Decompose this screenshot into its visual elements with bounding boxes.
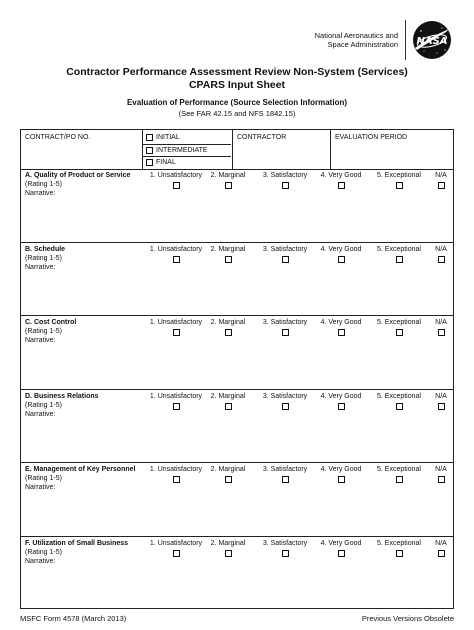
rating-checkbox[interactable] (438, 182, 445, 189)
rating-label: 5. Exceptional (377, 539, 421, 547)
evaluation-period-field[interactable] (331, 130, 453, 169)
rating-label: 3. Satisfactory (262, 319, 308, 326)
final-label: FINAL (156, 159, 176, 166)
rating-checkbox[interactable] (173, 329, 180, 336)
rating-checkbox[interactable] (438, 403, 445, 410)
rating-label: 2. Marginal (210, 245, 246, 253)
obsolete-note: Previous Versions Obsolete (361, 614, 454, 623)
rating-label: 5. Exceptional (377, 319, 421, 326)
rating-label: N/A (435, 392, 447, 400)
rating-label: 4. Very Good (320, 392, 362, 400)
rating-label: 1. Unsatisfactory (149, 392, 203, 400)
rating-label: 5. Exceptional (377, 392, 421, 400)
narrative-label: Narrative: (25, 337, 56, 344)
rating-option (406, 393, 474, 410)
rating-checkbox[interactable] (282, 329, 289, 336)
rating-checkbox[interactable] (396, 329, 403, 336)
rating-section (21, 390, 453, 464)
rating-checkbox[interactable] (438, 256, 445, 263)
rating-checkbox[interactable] (338, 403, 345, 410)
narrative-label: Narrative: (25, 484, 56, 491)
rating-label: 2. Marginal (210, 466, 246, 473)
narrative-label: Narrative: (25, 410, 56, 418)
contract-number-field[interactable] (21, 130, 143, 169)
rating-checkbox[interactable] (396, 403, 403, 410)
rating-option (406, 540, 474, 557)
section-title: E. Management of Key Personnel (25, 466, 136, 473)
rating-checkbox[interactable] (173, 256, 180, 263)
rating-label: 3. Satisfactory (262, 172, 308, 179)
rating-section (21, 537, 453, 611)
evaluation-type-group (143, 130, 233, 169)
evaluation-heading: Evaluation of Performance (Source Selection Information) (126, 98, 348, 107)
rating-section (21, 316, 453, 390)
rating-checkbox[interactable] (225, 182, 232, 189)
agency-name-line1: National Aeronautics and (314, 31, 398, 40)
option-intermediate[interactable] (143, 144, 231, 156)
rating-checkbox[interactable] (225, 329, 232, 336)
rating-label: 2. Marginal (210, 172, 246, 179)
section-title: B. Schedule (25, 245, 66, 253)
rating-checkbox[interactable] (338, 182, 345, 189)
rating-label: 2. Marginal (210, 539, 246, 547)
rating-section (21, 169, 453, 243)
section-title: C. Cost Control (25, 319, 77, 326)
narrative-label: Narrative: (25, 557, 56, 565)
section-title: F. Utilization of Small Business (25, 539, 129, 547)
evaluation-form (20, 129, 454, 609)
nasa-logo (412, 20, 452, 60)
rating-checkbox[interactable] (173, 476, 180, 483)
contractor-field[interactable] (233, 130, 331, 169)
rating-checkbox[interactable] (282, 403, 289, 410)
narrative-label: Narrative: (25, 190, 56, 197)
rating-label: 4. Very Good (320, 319, 362, 326)
rating-label: 4. Very Good (320, 172, 362, 179)
rating-checkbox[interactable] (438, 329, 445, 336)
rating-checkbox[interactable] (396, 476, 403, 483)
rating-label: 3. Satisfactory (262, 392, 308, 400)
section-title: D. Business Relations (25, 392, 99, 400)
header-divider (405, 20, 406, 60)
rating-label: 4. Very Good (320, 539, 362, 547)
rating-checkbox[interactable] (282, 550, 289, 557)
rating-range-note: (Rating 1-5) (25, 328, 62, 335)
narrative-label: Narrative: (25, 263, 56, 271)
rating-range-note: (Rating 1-5) (25, 254, 62, 262)
rating-checkbox[interactable] (438, 476, 445, 483)
contract-number-label: CONTRACT/PO NO. (25, 134, 91, 141)
rating-range-note: (Rating 1-5) (25, 475, 62, 482)
initial-checkbox[interactable] (146, 134, 153, 141)
intermediate-checkbox[interactable] (146, 147, 153, 154)
rating-checkbox[interactable] (173, 403, 180, 410)
rating-checkbox[interactable] (396, 256, 403, 263)
rating-label: 2. Marginal (210, 392, 246, 400)
rating-range-note: (Rating 1-5) (25, 401, 62, 409)
agency-name (315, 31, 398, 49)
rating-range-note: (Rating 1-5) (25, 181, 62, 188)
rating-checkbox[interactable] (396, 550, 403, 557)
rating-label: 3. Satisfactory (262, 539, 308, 547)
rating-section (21, 463, 453, 537)
form-title: Contractor Performance Assessment Review Non-System (Services) (66, 66, 408, 78)
rating-checkbox[interactable] (338, 476, 345, 483)
rating-checkbox[interactable] (173, 550, 180, 557)
rating-label: 1. Unsatisfactory (149, 466, 203, 473)
rating-checkbox[interactable] (225, 550, 232, 557)
rating-range-note: (Rating 1-5) (25, 548, 62, 556)
rating-checkbox[interactable] (338, 329, 345, 336)
rating-section (21, 243, 453, 317)
rating-label: 1. Unsatisfactory (149, 245, 203, 253)
rating-label: N/A (435, 466, 447, 473)
form-number: MSFC Form 4578 (March 2013) (20, 614, 127, 623)
rating-label: N/A (435, 172, 447, 179)
final-checkbox[interactable] (146, 159, 153, 166)
rating-option (406, 172, 474, 189)
rating-label: N/A (435, 539, 447, 547)
rating-label: 4. Very Good (320, 466, 362, 473)
rating-label: 3. Satisfactory (262, 245, 308, 253)
rating-checkbox[interactable] (225, 256, 232, 263)
contractor-label: CONTRACTOR (237, 134, 287, 141)
rating-label: 1. Unsatisfactory (149, 319, 203, 326)
rating-checkbox[interactable] (396, 182, 403, 189)
option-initial[interactable] (146, 132, 180, 143)
rating-checkbox[interactable] (438, 550, 445, 557)
rating-label: 4. Very Good (320, 245, 362, 253)
rating-checkbox[interactable] (173, 182, 180, 189)
rating-checkbox[interactable] (225, 403, 232, 410)
rating-option (406, 466, 474, 483)
rating-label: N/A (435, 319, 447, 326)
initial-label: INITIAL (156, 134, 180, 141)
intermediate-label: INTERMEDIATE (156, 147, 208, 154)
rating-label: 3. Satisfactory (262, 466, 308, 473)
rating-option (406, 319, 474, 336)
rating-checkbox[interactable] (338, 550, 345, 557)
rating-option (406, 246, 474, 263)
section-title: A. Quality of Product or Service (25, 172, 131, 179)
rating-checkbox[interactable] (282, 182, 289, 189)
regulation-reference: (See FAR 42.15 and NFS 1842.15) (178, 109, 296, 118)
rating-label: 5. Exceptional (377, 245, 421, 253)
agency-name-line2: Space Administration (327, 40, 398, 49)
rating-label: 1. Unsatisfactory (149, 539, 203, 547)
rating-checkbox[interactable] (282, 476, 289, 483)
rating-label: 2. Marginal (210, 319, 246, 326)
rating-checkbox[interactable] (338, 256, 345, 263)
form-header-row (21, 130, 453, 170)
rating-checkbox[interactable] (282, 256, 289, 263)
rating-label: 5. Exceptional (377, 466, 421, 473)
form-subtitle: CPARS Input Sheet (188, 79, 286, 91)
nasa-logo-text: NASA (416, 36, 448, 47)
rating-label: N/A (435, 245, 447, 253)
option-final[interactable] (143, 156, 231, 168)
rating-label: 5. Exceptional (377, 172, 421, 179)
rating-checkbox[interactable] (225, 476, 232, 483)
evaluation-period-label: EVALUATION PERIOD (335, 134, 408, 141)
rating-label: 1. Unsatisfactory (149, 172, 203, 179)
